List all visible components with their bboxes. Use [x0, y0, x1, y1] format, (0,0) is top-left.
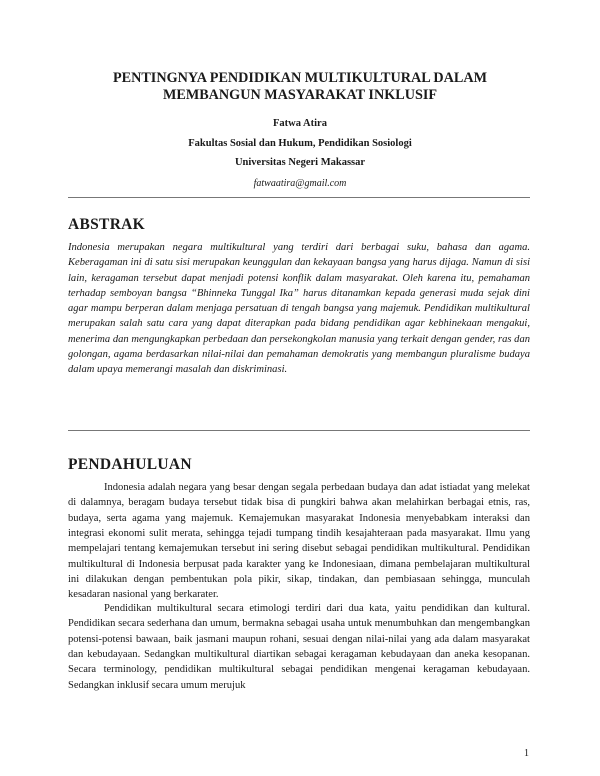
- author-name: Fatwa Atira: [273, 118, 327, 129]
- introduction-paragraph-1: Indonesia adalah negara yang besar dengan segala perbedaan budaya dan adat istiadat yang melekat di dalamnya, beragam budaya tersebut tidak bisa di pungkiri bahwa akan melahirkan berbagai etnis, ras, budaya, serta agama yang majemuk. Kemajemukan masyarakat Indonesia menyebabkam interaksi dan integrasi ekonomi sulit merata, sehingga tejadi tumpang tindih kesajahteraan pada masyarakat. Ilmu yang mempelajari tentang kemajemukan tersebut ini sering disebut sebagai pendidikan multikultural. Pendidikan multikultural di Indonesia berpusat pada karakter yang ke Indonesiaan, dimana pembelajaran multikultural ini dilakukan dengan pembentukan pola pikir, sikap, tindakan, dan pembiasaan sehingga, munculah kesadaran nasional yang berkarater.: [68, 482, 530, 601]
- page-number: 1: [524, 748, 529, 759]
- divider-top: [68, 197, 530, 198]
- divider-abstract-end: [68, 430, 530, 431]
- introduction-paragraph-2: Pendidikan multikultural secara etimologi terdiri dari dua kata, yaitu pendidikan dan kultural. Pendidikan secara sederhana dan umum, bermakna sebagai usaha untuk menumbuhkan dan mengembangkan potensi-potensi bawaan, baik jasmani maupun rohani, sesuai dengan nilai-nilai yang ada dalam masyarakat dan kebudayaan. Sedangkan multikultural diartikan sebagai keragaman kebudayaan dan aneka kesopanan. Secara terminology, pendidikan multikultural sebagai pendidikan mengenai keragaman kebudayaan. Sedangkan inklusif secara umum merujuk: [68, 603, 530, 691]
- paper-title: [60, 70, 540, 104]
- title-line-1: PENTINGNYA PENDIDIKAN MULTIKULTURAL DALAM: [112, 70, 488, 86]
- abstract-body: Indonesia merupakan negara multikultural yang terdiri dari berbagai suku, bahasa dan agama. Keberagaman ini di satu sisi merupakan keunggulan dan kekayaan bangsa yang harus dijaga. Namun di sisi lain, keragaman tersebut dapat menjadi potensi konflik dalam masyarakat. Oleh karena itu, pemahaman terhadap semboyan bangsa “Bhinneka Tunggal Ika” harus ditanamkan kepada generasi muda sejak dini agar mampu berperan dalam menjaga persatuan di tengah bangsa yang majemuk. Pendidikan multikultural merupakan salah satu cara yang dapat diterapkan pada bidang pendidikan agar kebhinekaan mengakui, menerima dan mengungkapkan perbedaan dan persekongkolan manusia yang terkait dengan gender, ras dan golongan, agama berdasarkan nilai-nilai dan pemahaman demokratis yang membangun pluralisme budaya dalam upaya memerangi masalah dan diskriminasi.: [68, 242, 530, 376]
- author-email: fatwaatira@gmail.com: [253, 178, 347, 189]
- introduction-heading: PENDAHULUAN: [68, 456, 192, 473]
- author-affiliation: Fakultas Sosial dan Hukum, Pendidikan Sosiologi: [188, 138, 412, 149]
- author-university: Universitas Negeri Makassar: [234, 157, 366, 168]
- title-line-2: MEMBANGUN MASYARAKAT INKLUSIF: [162, 87, 438, 103]
- abstract-heading: ABSTRAK: [68, 216, 146, 233]
